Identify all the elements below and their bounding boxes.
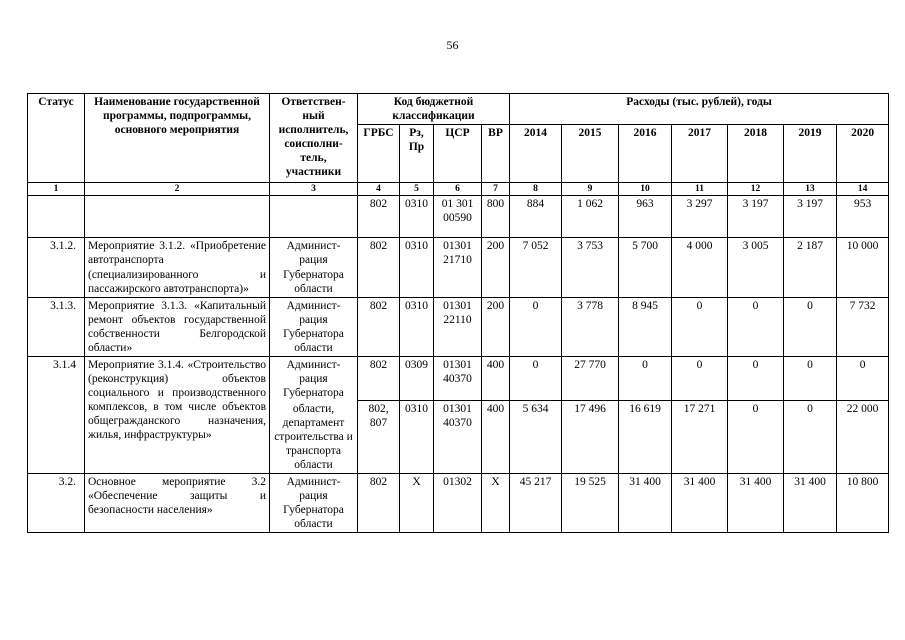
table-row (28, 473, 889, 532)
row-value-2014: 5 634 (510, 401, 562, 474)
row-status: 3.1.4 (28, 356, 85, 473)
row-rz-pr: Х (400, 473, 434, 532)
row-value-2019: 3 197 (784, 196, 837, 238)
row-value-2014: 45 217 (510, 473, 562, 532)
row-grbs: 802 (358, 356, 400, 401)
row-value-2015: 1 062 (562, 196, 619, 238)
header-year: 2016 (619, 125, 672, 183)
header-year: 2018 (728, 125, 784, 183)
column-number: 9 (562, 183, 619, 196)
row-value-2018: 3 005 (728, 238, 784, 297)
row-value-2016: 5 700 (619, 238, 672, 297)
row-value-2015: 19 525 (562, 473, 619, 532)
row-value-2016: 31 400 (619, 473, 672, 532)
row-name: Мероприятие 3.1.2. «Приобретение автотранспорта (специализированного и пассажирского автотранспорта)» (85, 238, 270, 297)
row-value-2015: 17 496 (562, 401, 619, 474)
row-value-2017: 31 400 (672, 473, 728, 532)
row-vr: 400 (482, 356, 510, 401)
row-status (28, 196, 85, 238)
header-executor: Ответствен-ный исполнитель, соисполни-тель, участники (270, 94, 358, 183)
header-rz-pr: Рз, Пр (400, 125, 434, 183)
column-number: 14 (837, 183, 889, 196)
row-status: 3.2. (28, 473, 85, 532)
row-vr: 400 (482, 401, 510, 474)
row-grbs: 802 (358, 196, 400, 238)
header-year: 2015 (562, 125, 619, 183)
row-grbs: 802 (358, 238, 400, 297)
column-number: 11 (672, 183, 728, 196)
row-csr: 01 301 00590 (434, 196, 482, 238)
row-vr: 200 (482, 238, 510, 297)
column-number: 10 (619, 183, 672, 196)
column-number: 8 (510, 183, 562, 196)
row-value-2020: 22 000 (837, 401, 889, 474)
row-rz-pr: 0309 (400, 356, 434, 401)
row-executor: Админист-рация Губернатора области (270, 238, 358, 297)
row-executor: области, департамент строительства и транспорта области (270, 401, 358, 474)
row-value-2016: 0 (619, 356, 672, 401)
column-number: 5 (400, 183, 434, 196)
row-value-2020: 7 732 (837, 297, 889, 356)
column-number: 7 (482, 183, 510, 196)
row-status: 3.1.2. (28, 238, 85, 297)
row-value-2015: 27 770 (562, 356, 619, 401)
table-row (28, 297, 889, 356)
column-number: 6 (434, 183, 482, 196)
row-value-2015: 3 753 (562, 238, 619, 297)
row-name (85, 196, 270, 238)
row-vr: 200 (482, 297, 510, 356)
row-value-2018: 3 197 (728, 196, 784, 238)
header-budget-code: Код бюджетной классификации (358, 94, 510, 125)
header-vr: ВР (482, 125, 510, 183)
row-grbs: 802 (358, 473, 400, 532)
row-rz-pr: 0310 (400, 401, 434, 474)
row-csr: 01302 (434, 473, 482, 532)
row-value-2015: 3 778 (562, 297, 619, 356)
row-name: Мероприятие 3.1.3. «Капитальный ремонт объектов государственной собственности Белгородской области» (85, 297, 270, 356)
row-value-2017: 3 297 (672, 196, 728, 238)
header-year: 2017 (672, 125, 728, 183)
row-executor (270, 196, 358, 238)
row-value-2014: 884 (510, 196, 562, 238)
column-number: 4 (358, 183, 400, 196)
row-value-2016: 16 619 (619, 401, 672, 474)
row-value-2019: 2 187 (784, 238, 837, 297)
row-value-2017: 0 (672, 356, 728, 401)
table-row (28, 356, 889, 401)
row-rz-pr: 0310 (400, 297, 434, 356)
row-value-2020: 0 (837, 356, 889, 401)
row-rz-pr: 0310 (400, 238, 434, 297)
row-value-2020: 953 (837, 196, 889, 238)
row-status: 3.1.3. (28, 297, 85, 356)
row-name: Основное мероприятие 3.2 «Обеспечение защиты и безопасности населения» (85, 473, 270, 532)
table-row (28, 196, 889, 238)
row-csr: 01301 40370 (434, 356, 482, 401)
column-number: 3 (270, 183, 358, 196)
row-value-2017: 4 000 (672, 238, 728, 297)
row-executor: Админист-рация Губернатора (270, 356, 358, 401)
header-name: Наименование государственной программы, подпрограммы, основного мероприятия (85, 94, 270, 183)
header-expenses: Расходы (тыс. рублей), годы (510, 94, 889, 125)
row-value-2018: 0 (728, 297, 784, 356)
row-value-2014: 7 052 (510, 238, 562, 297)
row-vr: 800 (482, 196, 510, 238)
row-value-2017: 17 271 (672, 401, 728, 474)
row-value-2019: 0 (784, 356, 837, 401)
row-csr: 01301 40370 (434, 401, 482, 474)
row-executor: Админист-рация Губернатора области (270, 473, 358, 532)
row-value-2018: 0 (728, 401, 784, 474)
row-value-2019: 31 400 (784, 473, 837, 532)
row-value-2018: 31 400 (728, 473, 784, 532)
row-value-2020: 10 000 (837, 238, 889, 297)
column-number: 13 (784, 183, 837, 196)
row-name: Мероприятие 3.1.4. «Строительство (реконструкция) объектов социального и производственного комплексов, в том числе объектов общегражданского назначения, жилья, инфраструктуры» (85, 356, 270, 473)
row-grbs: 802, 807 (358, 401, 400, 474)
row-value-2014: 0 (510, 356, 562, 401)
column-number: 12 (728, 183, 784, 196)
row-value-2014: 0 (510, 297, 562, 356)
header-year: 2020 (837, 125, 889, 183)
row-value-2020: 10 800 (837, 473, 889, 532)
row-value-2017: 0 (672, 297, 728, 356)
row-value-2018: 0 (728, 356, 784, 401)
column-number: 2 (85, 183, 270, 196)
row-value-2016: 8 945 (619, 297, 672, 356)
row-value-2019: 0 (784, 401, 837, 474)
header-year: 2019 (784, 125, 837, 183)
budget-table (27, 93, 889, 533)
column-number-row (28, 183, 889, 196)
row-executor: Админист-рация Губернатора области (270, 297, 358, 356)
row-rz-pr: 0310 (400, 196, 434, 238)
row-csr: 01301 22110 (434, 297, 482, 356)
row-grbs: 802 (358, 297, 400, 356)
header-grbs: ГРБС (358, 125, 400, 183)
table-row (28, 238, 889, 297)
header-status: Статус (28, 94, 85, 183)
row-vr: Х (482, 473, 510, 532)
header-year: 2014 (510, 125, 562, 183)
header-row-1 (28, 94, 889, 125)
row-value-2016: 963 (619, 196, 672, 238)
column-number: 1 (28, 183, 85, 196)
row-value-2019: 0 (784, 297, 837, 356)
page-number: 56 (446, 38, 459, 52)
header-csr: ЦСР (434, 125, 482, 183)
row-csr: 01301 21710 (434, 238, 482, 297)
